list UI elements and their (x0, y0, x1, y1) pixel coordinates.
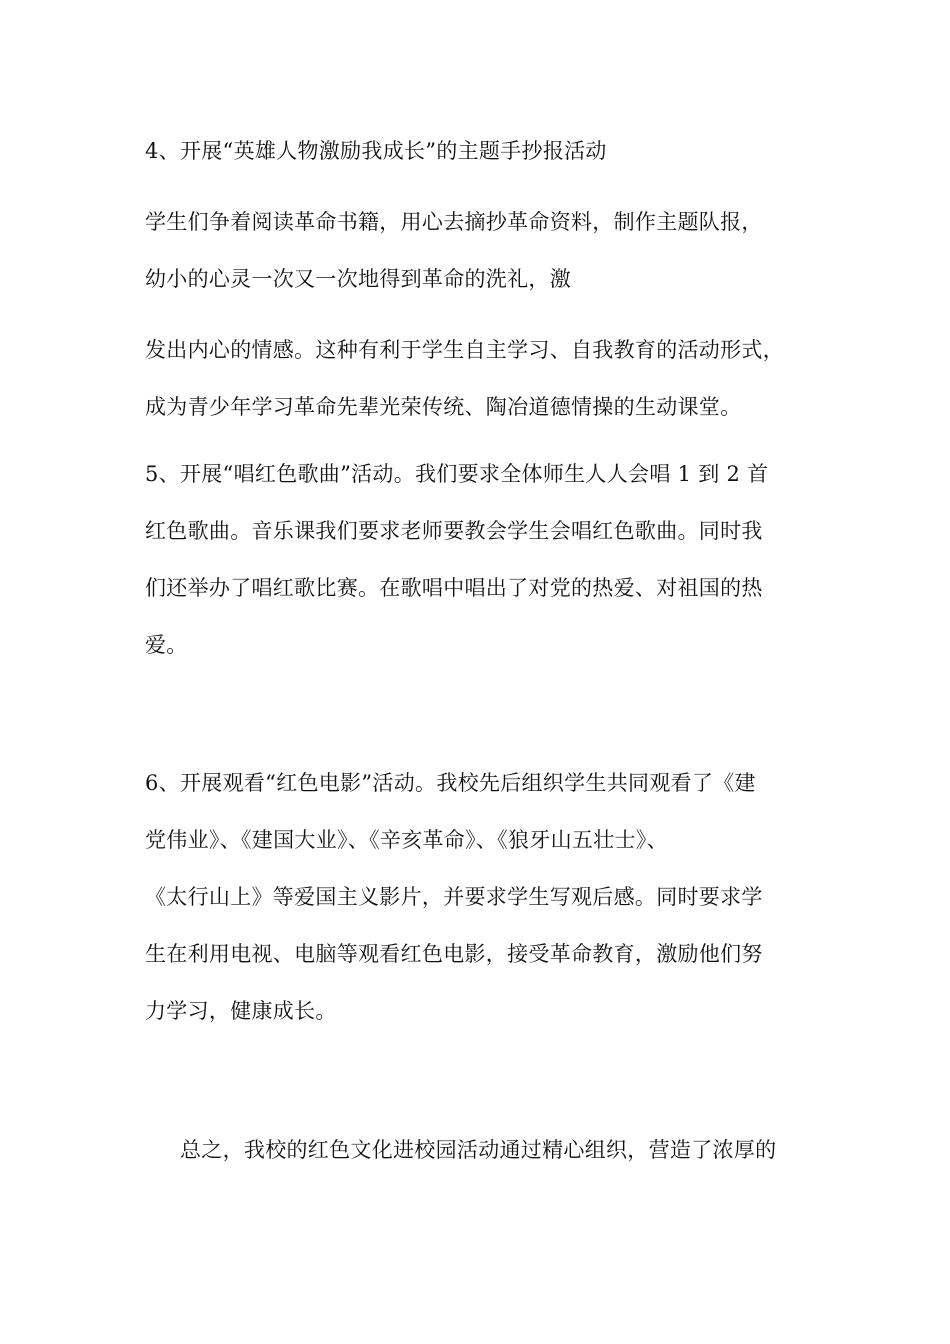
paragraph-line-item-6: 6、开展观看“红色电影”活动。我校先后组织学生共同观看了《建 (145, 771, 756, 795)
heading-item-4: 4、开展“英雄人物激励我成长”的主题手抄报活动 (145, 139, 607, 163)
paragraph-line: 红色歌曲。音乐课我们要求老师要教会学生会唱红色歌曲。同时我 (145, 519, 763, 543)
paragraph-line: 们还举办了唱红歌比赛。在歌唱中唱出了对党的热爱、对祖国的热 (145, 576, 763, 600)
paragraph-line: 学生们争着阅读革命书籍，用心去摘抄革命资料，制作主题队报， (145, 210, 763, 234)
paragraph-line: 成为青少年学习革命先辈光荣传统、陶冶道德情操的生动课堂。 (145, 395, 742, 419)
paragraph-line: 党伟业》、《建国大业》、《辛亥革命》、《狼牙山五壮士》、 (145, 828, 668, 852)
paragraph-line: 力学习，健康成长。 (145, 999, 337, 1023)
paragraph-line-item-5: 5、开展“唱红色歌曲”活动。我们要求全体师生人人会唱 1 到 2 首 (145, 462, 769, 486)
paragraph-line: 生在利用电视、电脑等观看红色电影，接受革命教育，激励他们努 (145, 942, 763, 966)
paragraph-line: 爱。 (145, 633, 188, 657)
summary-line: 总之，我校的红色文化进校园活动通过精心组织，营造了浓厚的 (180, 1138, 777, 1162)
paragraph-line: 《太行山上》等爱国主义影片，并要求学生写观后感。同时要求学 (145, 885, 763, 909)
paragraph-line: 幼小的心灵一次又一次地得到革命的洗礼，激 (145, 267, 571, 291)
paragraph-line: 发出内心的情感。这种有利于学生自主学习、自我教育的活动形式， (145, 338, 784, 362)
